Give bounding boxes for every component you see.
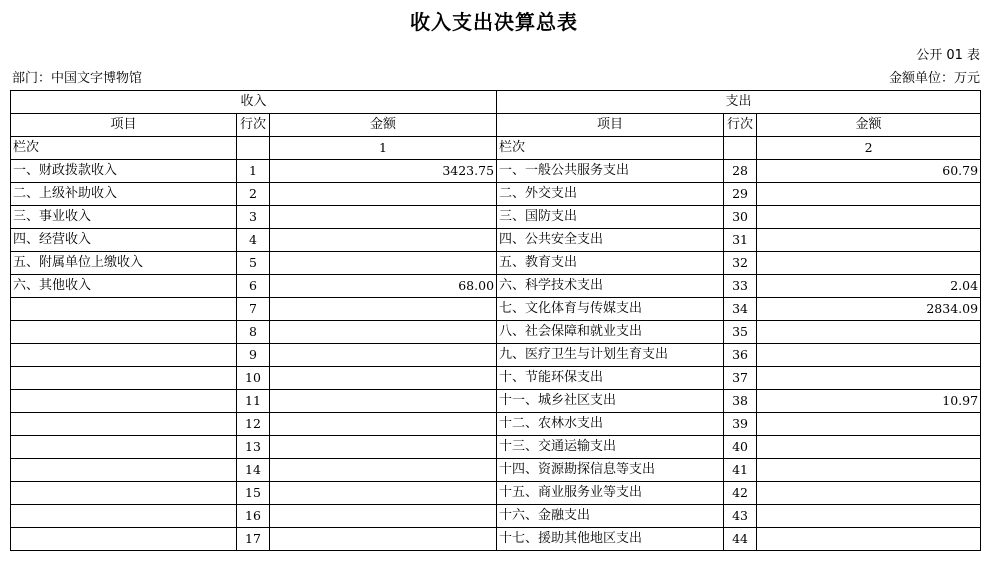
expense-column-label-blank — [724, 137, 757, 160]
expense-column-label: 栏次 — [497, 137, 724, 160]
expense-column-number: 2 — [757, 137, 981, 160]
income-amount-header: 金额 — [270, 114, 497, 137]
income-amount-cell — [270, 252, 497, 275]
table-row — [11, 390, 981, 413]
expense-rowno-cell: 39 — [724, 413, 757, 436]
expense-amount-cell: 60.79 — [757, 160, 981, 183]
table-row — [11, 275, 981, 298]
expense-amount-cell — [757, 528, 981, 551]
income-rowno-cell: 5 — [237, 252, 270, 275]
income-rowno-cell: 1 — [237, 160, 270, 183]
income-amount-cell: 3423.75 — [270, 160, 497, 183]
income-amount-cell — [270, 413, 497, 436]
income-rowno-header: 行次 — [237, 114, 270, 137]
expense-rowno-cell: 28 — [724, 160, 757, 183]
income-amount-cell — [270, 436, 497, 459]
department-label: 部门：中国文字博物馆 — [12, 71, 143, 86]
income-section-header: 收入 — [11, 91, 497, 114]
income-amount-cell — [270, 528, 497, 551]
expense-rowno-cell: 32 — [724, 252, 757, 275]
expense-rowno-cell: 38 — [724, 390, 757, 413]
expense-amount-cell — [757, 321, 981, 344]
expense-amount-cell — [757, 229, 981, 252]
expense-rowno-cell: 36 — [724, 344, 757, 367]
expense-item-cell: 四、公共安全支出 — [497, 229, 724, 252]
income-amount-cell — [270, 183, 497, 206]
table-row — [11, 344, 981, 367]
expense-amount-cell — [757, 505, 981, 528]
income-rowno-cell: 14 — [237, 459, 270, 482]
income-rowno-cell: 9 — [237, 344, 270, 367]
expense-rowno-cell: 30 — [724, 206, 757, 229]
expense-amount-cell — [757, 183, 981, 206]
expense-rowno-cell: 42 — [724, 482, 757, 505]
income-item-cell: 三、事业收入 — [11, 206, 237, 229]
income-amount-cell — [270, 505, 497, 528]
income-item-cell — [11, 344, 237, 367]
income-item-cell: 四、经营收入 — [11, 229, 237, 252]
form-number: 公开 01 表 — [916, 48, 980, 63]
expense-item-cell: 九、医疗卫生与计划生育支出 — [497, 344, 724, 367]
expense-section-header: 支出 — [497, 91, 981, 114]
expense-amount-cell — [757, 206, 981, 229]
income-amount-cell — [270, 367, 497, 390]
expense-rowno-cell: 29 — [724, 183, 757, 206]
income-item-cell — [11, 298, 237, 321]
expense-item-cell: 二、外交支出 — [497, 183, 724, 206]
table-row — [11, 229, 981, 252]
expense-item-cell: 十一、城乡社区支出 — [497, 390, 724, 413]
table-row — [11, 298, 981, 321]
budget-summary-table — [10, 90, 981, 551]
expense-item-cell: 十七、援助其他地区支出 — [497, 528, 724, 551]
expense-item-cell: 七、文化体育与传媒支出 — [497, 298, 724, 321]
income-column-label-blank — [237, 137, 270, 160]
income-item-cell — [11, 528, 237, 551]
table-row — [11, 160, 981, 183]
table-row — [11, 528, 981, 551]
income-rowno-cell: 17 — [237, 528, 270, 551]
income-item-cell: 五、附属单位上缴收入 — [11, 252, 237, 275]
income-item-cell — [11, 459, 237, 482]
income-rowno-cell: 7 — [237, 298, 270, 321]
expense-amount-cell — [757, 367, 981, 390]
expense-amount-cell — [757, 413, 981, 436]
income-rowno-cell: 6 — [237, 275, 270, 298]
income-rowno-cell: 12 — [237, 413, 270, 436]
expense-amount-cell — [757, 252, 981, 275]
table-row — [11, 183, 981, 206]
expense-rowno-cell: 37 — [724, 367, 757, 390]
expense-amount-cell — [757, 344, 981, 367]
income-item-cell: 二、上级补助收入 — [11, 183, 237, 206]
income-amount-cell — [270, 459, 497, 482]
expense-rowno-cell: 34 — [724, 298, 757, 321]
income-item-cell — [11, 436, 237, 459]
income-item-header: 项目 — [11, 114, 237, 137]
expense-item-cell: 八、社会保障和就业支出 — [497, 321, 724, 344]
expense-rowno-cell: 35 — [724, 321, 757, 344]
table-row — [11, 321, 981, 344]
income-column-number: 1 — [270, 137, 497, 160]
expense-amount-cell: 2.04 — [757, 275, 981, 298]
table-row — [11, 252, 981, 275]
table-row — [11, 206, 981, 229]
income-amount-cell — [270, 344, 497, 367]
expense-amount-cell — [757, 436, 981, 459]
table-row — [11, 436, 981, 459]
expense-rowno-cell: 33 — [724, 275, 757, 298]
income-amount-cell — [270, 390, 497, 413]
income-rowno-cell: 11 — [237, 390, 270, 413]
income-rowno-cell: 16 — [237, 505, 270, 528]
income-rowno-cell: 3 — [237, 206, 270, 229]
column-number-row — [11, 137, 981, 160]
expense-item-cell: 六、科学技术支出 — [497, 275, 724, 298]
expense-amount-cell — [757, 482, 981, 505]
table-row — [11, 482, 981, 505]
income-item-cell: 一、财政拨款收入 — [11, 160, 237, 183]
expense-amount-cell: 10.97 — [757, 390, 981, 413]
expense-rowno-cell: 31 — [724, 229, 757, 252]
table-row — [11, 505, 981, 528]
expense-item-cell: 三、国防支出 — [497, 206, 724, 229]
income-rowno-cell: 10 — [237, 367, 270, 390]
income-item-cell — [11, 482, 237, 505]
column-header-row — [11, 114, 981, 137]
expense-amount-header: 金额 — [757, 114, 981, 137]
expense-item-cell: 十、节能环保支出 — [497, 367, 724, 390]
income-item-cell — [11, 321, 237, 344]
amount-unit-label: 金额单位：万元 — [888, 71, 980, 86]
income-item-cell — [11, 367, 237, 390]
expense-amount-cell: 2834.09 — [757, 298, 981, 321]
table-row — [11, 413, 981, 436]
income-item-cell: 六、其他收入 — [11, 275, 237, 298]
expense-rowno-cell: 40 — [724, 436, 757, 459]
table-row — [11, 459, 981, 482]
section-header-row — [11, 91, 981, 114]
income-item-cell — [11, 505, 237, 528]
income-amount-cell: 68.00 — [270, 275, 497, 298]
income-amount-cell — [270, 206, 497, 229]
income-item-cell — [11, 390, 237, 413]
income-rowno-cell: 2 — [237, 183, 270, 206]
income-rowno-cell: 13 — [237, 436, 270, 459]
expense-item-cell: 十五、商业服务业等支出 — [497, 482, 724, 505]
expense-rowno-cell: 43 — [724, 505, 757, 528]
expense-item-cell: 十三、交通运输支出 — [497, 436, 724, 459]
expense-item-cell: 一、一般公共服务支出 — [497, 160, 724, 183]
income-amount-cell — [270, 482, 497, 505]
expense-item-cell: 十六、金融支出 — [497, 505, 724, 528]
expense-rowno-cell: 41 — [724, 459, 757, 482]
expense-rowno-header: 行次 — [724, 114, 757, 137]
income-amount-cell — [270, 321, 497, 344]
income-rowno-cell: 8 — [237, 321, 270, 344]
income-item-cell — [11, 413, 237, 436]
income-rowno-cell: 4 — [237, 229, 270, 252]
expense-item-header: 项目 — [497, 114, 724, 137]
income-amount-cell — [270, 298, 497, 321]
expense-amount-cell — [757, 459, 981, 482]
expense-item-cell: 十四、资源勘探信息等支出 — [497, 459, 724, 482]
page-title: 收入支出决算总表 — [410, 10, 578, 34]
expense-item-cell: 五、教育支出 — [497, 252, 724, 275]
income-column-label: 栏次 — [11, 137, 237, 160]
income-rowno-cell: 15 — [237, 482, 270, 505]
table-row — [11, 367, 981, 390]
income-amount-cell — [270, 229, 497, 252]
expense-rowno-cell: 44 — [724, 528, 757, 551]
expense-item-cell: 十二、农林水支出 — [497, 413, 724, 436]
